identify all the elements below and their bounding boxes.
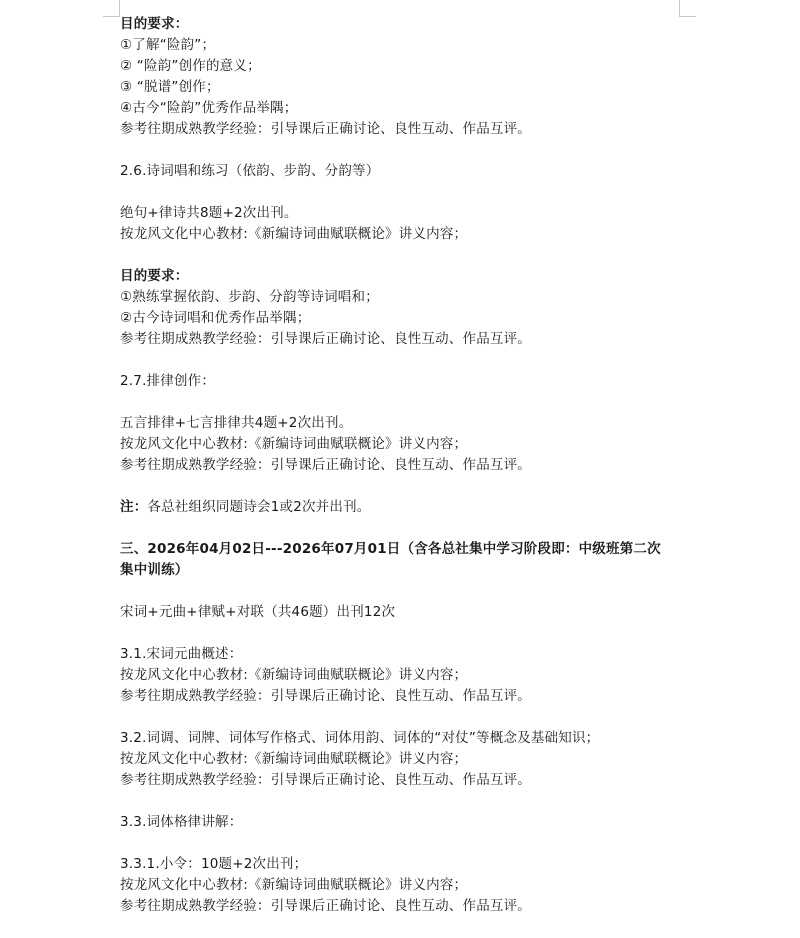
page-corner-mark-left: [103, 0, 120, 17]
text-line: ②古今诗词唱和优秀作品举隅；: [120, 310, 311, 326]
blank-line: [120, 392, 700, 413]
document-body: [120, 14, 700, 917]
text-line: 3.3.词体格律讲解：: [120, 814, 243, 830]
blank-line: [120, 245, 700, 266]
text-line: 参考往期成熟教学经验：引导课后正确讨论、良性互动、作品互评。: [120, 898, 531, 914]
text-line: 集中训练）: [120, 562, 189, 578]
text-line: 3.3.1.小令：10题+2次出刊；: [120, 856, 308, 872]
text-line: 按龙风文化中心教材:《新编诗词曲赋联概论》讲义内容；: [120, 877, 468, 893]
text-line: 2.6.诗词唱和练习（依韵、步韵、分韵等）: [120, 163, 380, 179]
text-line: ② “险韵”创作的意义；: [120, 58, 261, 74]
text-line: [120, 497, 700, 518]
text-line: 三、2026年04月02日---2026年07月01日（含各总社集中学习阶段即：中级班第二次: [120, 541, 661, 557]
text-line: 目的要求：: [120, 16, 189, 32]
text-line: 2.7.排律创作：: [120, 373, 216, 389]
text-line: 3.1.宋词元曲概述：: [120, 646, 243, 662]
text-line: 宋词+元曲+律赋+对联（共46题）出刊12次: [120, 604, 396, 620]
text-line: 按龙风文化中心教材:《新编诗词曲赋联概论》讲义内容；: [120, 436, 468, 452]
text-line: 参考往期成熟教学经验：引导课后正确讨论、良性互动、作品互评。: [120, 772, 531, 788]
blank-line: [120, 791, 700, 812]
text-line: 参考往期成熟教学经验：引导课后正确讨论、良性互动、作品互评。: [120, 457, 531, 473]
note-text: 各总社组织同题诗会1或2次并出刊。: [147, 499, 371, 515]
text-line: 五言排律+七言排律共4题+2次出刊。: [120, 415, 353, 431]
blank-line: [120, 707, 700, 728]
blank-line: [120, 623, 700, 644]
text-line: 参考往期成熟教学经验：引导课后正确讨论、良性互动、作品互评。: [120, 688, 531, 704]
text-line: ①了解“险韵”；: [120, 37, 216, 53]
blank-line: [120, 350, 700, 371]
blank-line: [120, 833, 700, 854]
text-line: 参考往期成熟教学经验：引导课后正确讨论、良性互动、作品互评。: [120, 121, 531, 137]
text-line: 按龙风文化中心教材:《新编诗词曲赋联概论》讲义内容；: [120, 226, 468, 242]
blank-line: [120, 140, 700, 161]
text-line: 按龙风文化中心教材:《新编诗词曲赋联概论》讲义内容；: [120, 751, 468, 767]
note-prefix: 注：: [120, 499, 148, 515]
text-line: ①熟练掌握依韵、步韵、分韵等诗词唱和；: [120, 289, 379, 305]
text-line: 绝句+律诗共8题+2次出刊。: [120, 205, 298, 221]
blank-line: [120, 182, 700, 203]
text-line: 目的要求：: [120, 268, 189, 284]
blank-line: [120, 476, 700, 497]
text-line: ③ “脱谱”创作；: [120, 79, 220, 95]
text-line: 3.2.词调、词牌、词体写作格式、词体用韵、词体的“对仗”等概念及基础知识；: [120, 730, 600, 746]
blank-line: [120, 581, 700, 602]
blank-line: [120, 518, 700, 539]
text-line: 参考往期成熟教学经验：引导课后正确讨论、良性互动、作品互评。: [120, 331, 531, 347]
text-line: ④古今“险韵”优秀作品举隅；: [120, 100, 298, 116]
text-line: 按龙风文化中心教材:《新编诗词曲赋联概论》讲义内容；: [120, 667, 468, 683]
